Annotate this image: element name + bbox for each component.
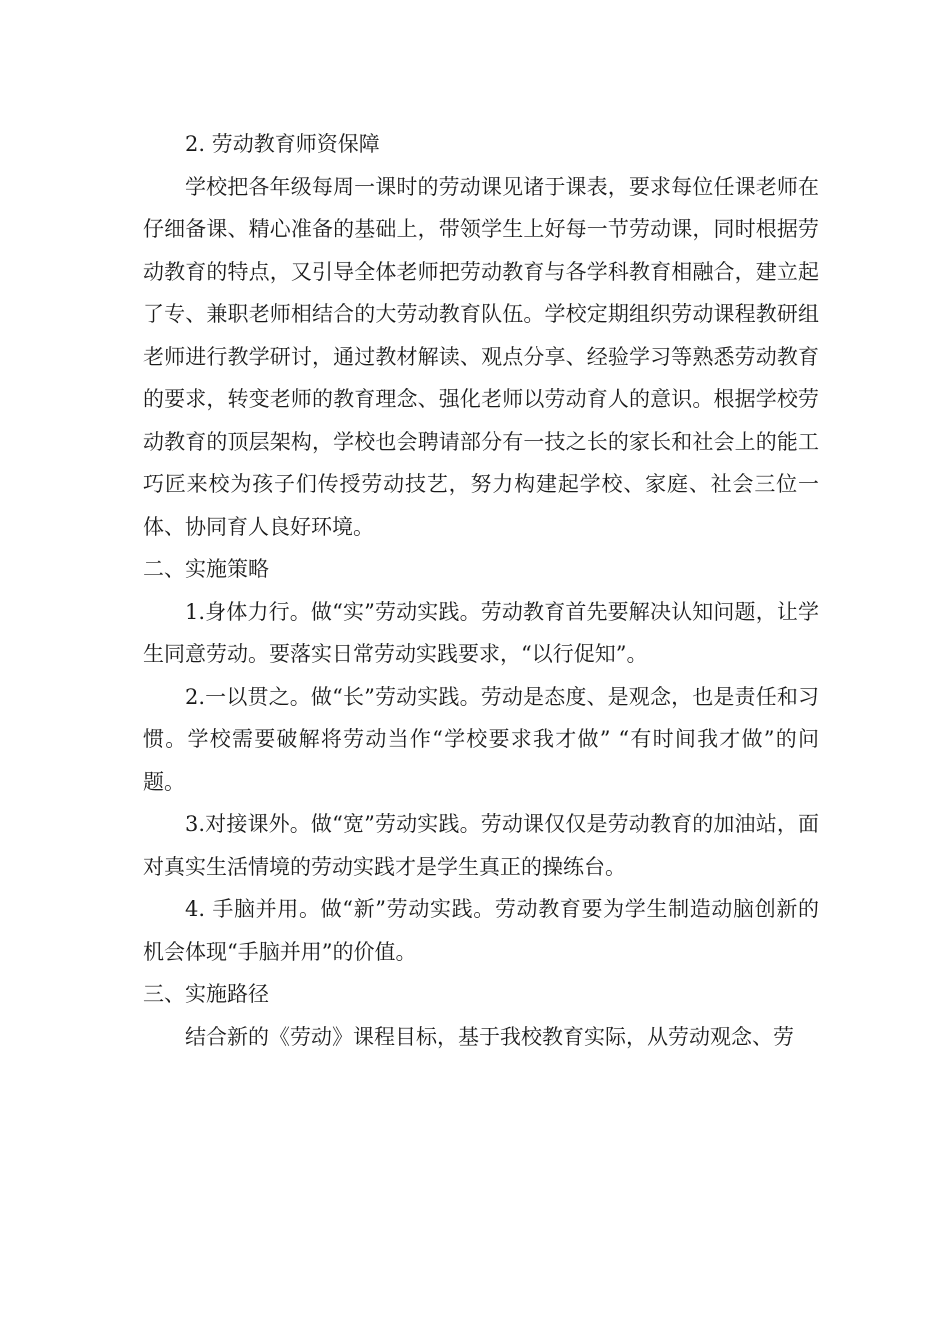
subheading-teacher-support: 2. 劳动教育师资保障 <box>185 132 380 156</box>
paragraph-implementation-path: 结合新的《劳动》课程目标，基于我校教育实际，从劳动观念、劳 <box>185 1024 794 1049</box>
heading-implementation-strategy: 二、实施策略 <box>143 557 269 581</box>
strategy-item-1: 1.身体力行。做“实”劳动实践。劳动教育首先要解决认知问题，让学生同意劳动。要落实日常劳动实践要求，“以行促知”。 <box>143 599 819 666</box>
heading-implementation-path: 三、实施路径 <box>143 982 269 1006</box>
document-page <box>143 123 819 1058</box>
strategy-item-3: 3.对接课外。做“宽”劳动实践。劳动课仅仅是劳动教育的加油站，面对真实生活情境的劳动实践才是学生真正的操练台。 <box>143 812 819 879</box>
strategy-item-4: 4. 手脑并用。做“新”劳动实践。劳动教育要为学生制造动脑创新的机会体现“手脑并用”的价值。 <box>143 897 819 964</box>
paragraph-teacher-support: 学校把各年级每周一课时的劳动课见诸于课表，要求每位任课老师在仔细备课、精心准备的基础上，带领学生上好每一节劳动课，同时根据劳动教育的特点，又引导全体老师把劳动教育与各学科教育相融合，建立起了专、兼职老师相结合的大劳动教育队伍。学校定期组织劳动课程教研组老师进行教学研讨，通过教材解读、观点分享、经验学习等熟悉劳动教育的要求，转变老师的教育理念、强化老师以劳动育人的意识。根据学校劳动教育的顶层架构，学校也会聘请部分有一技之长的家长和社会上的能工巧匠来校为孩子们传授劳动技艺，努力构建起学校、家庭、社会三位一体、协同育人良好环境。 <box>143 174 819 539</box>
strategy-item-2: 2.一以贯之。做“长”劳动实践。劳动是态度、是观念，也是责任和习惯。学校需要破解将劳动当作“学校要求我才做” “有时间我才做”的问题。 <box>143 684 819 794</box>
